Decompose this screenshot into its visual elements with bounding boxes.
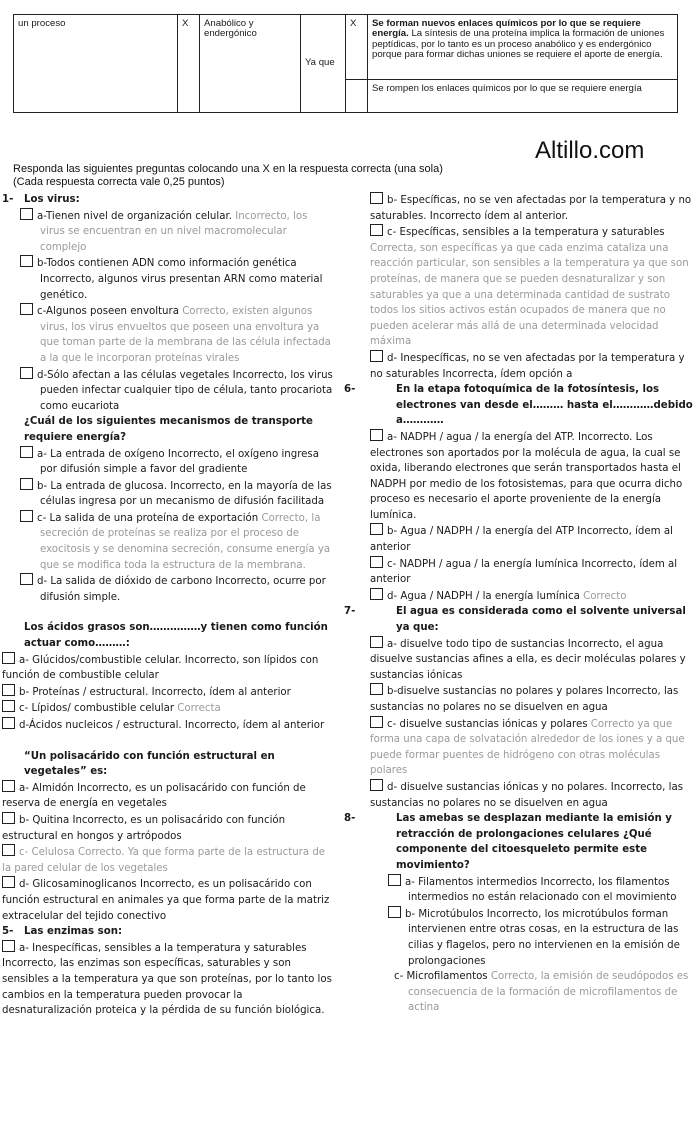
table-cell: Anabólico y endergónico [200, 15, 301, 113]
checkbox[interactable] [370, 779, 383, 791]
question-6: 6- En la etapa fotoquímica de la fotosíntesis, los electrones van desde el……… hasta el…………debido a………… [344, 384, 693, 427]
checkbox[interactable] [20, 573, 33, 585]
option-7c[interactable]: c- disuelve sustancias iónicas y polares Correcto ya que forma una capa de solvatación alrededor de los iones y a que puede formar puentes de hidrógeno con otras moléculas polares [370, 716, 695, 779]
question-2: ¿Cuál de los siguientes mecanismos de transporte requiere energía? [24, 416, 313, 443]
option-5d[interactable]: d- Inespecíficas, no se ven afectadas por la temperatura y no saturables Incorrecta, ídem opción a [370, 350, 695, 382]
option-6b[interactable]: b- Agua / NADPH / la energía del ATP Incorrecto, ídem al anterior [370, 523, 695, 555]
option-7a[interactable]: a- disuelve todo tipo de sustancias Incorrecto, el agua disuelve sustancias afines a ella, es decir moléculas polares y sustancias iónicas [370, 636, 695, 684]
table-cell: X [346, 15, 368, 80]
checkbox[interactable] [2, 812, 15, 824]
option-6a[interactable]: a- NADPH / agua / la energía del ATP. Incorrecto. Los electrones son aportados por la molécula de agua, la cual se oxida, liberando electrones que serán transportados hasta el NADPH por medio de los fotosistemas, para que ocurra dicho proceso es necesario el aporte proveniente de la energía lumínica. [370, 429, 695, 524]
checkbox[interactable] [20, 208, 33, 220]
checkbox[interactable] [388, 874, 401, 886]
option-1d[interactable]: d-Sólo afectan a las células vegetales Incorrecto, los virus pueden infectar cualquier tipo de célula, tanto procariota como eucariota [2, 367, 334, 415]
left-column [2, 192, 334, 1019]
option-5b[interactable]: b- Específicas, no se ven afectadas por la temperatura y no saturables. Incorrecto ídem al anterior. [370, 192, 695, 224]
question-3: Los ácidos grasos son……………y tienen como función actuar como………: [24, 622, 328, 650]
option-2d[interactable]: d- La salida de dióxido de carbono Incorrecto, ocurre por difusión simple. [2, 573, 334, 605]
question-5: 5- Las enzimas son: [2, 926, 123, 938]
checkbox[interactable] [370, 716, 383, 728]
checkbox[interactable] [2, 940, 15, 952]
option-2c[interactable]: c- La salida de una proteína de exportación Correcto, la secreción de proteínas se realiza por el proceso de exocitosis y se denomina secreción, consume energía ya que se modifica toda la estructura de la membrana. [2, 510, 334, 573]
checkbox[interactable] [2, 876, 15, 888]
checkbox[interactable] [370, 588, 383, 600]
checkbox[interactable] [370, 224, 383, 236]
option-4a[interactable]: a- Almidón Incorrecto, es un polisacárido con función de reserva de energía en vegetales [2, 780, 334, 812]
option-1b[interactable]: b-Todos contienen ADN como información genética Incorrecto, algunos virus presentan ARN como material genético. [2, 255, 334, 303]
checkbox[interactable] [20, 510, 33, 522]
option-3d[interactable]: d-Ácidos nucleicos / estructural. Incorrecto, ídem al anterior [2, 717, 334, 734]
cell-text: La síntesis de una proteína implica la formación de uniones peptídicas, por lo tanto es un proceso anabólico y es endergónico porque para formar dichas uniones se requiere el aporte de energía. [372, 28, 665, 61]
option-8c[interactable]: c- Microfilamentos Correcto, la emisión de seudópodos es consecuencia de la formación de microfilamentos de actina [394, 971, 689, 1014]
table-cell [346, 80, 368, 113]
checkbox[interactable] [20, 367, 33, 379]
checkbox[interactable] [20, 478, 33, 490]
checkbox[interactable] [2, 780, 15, 792]
option-4b[interactable]: b- Quitina Incorrecto, es un polisacárido con función estructural en hongos y artrópodos [2, 812, 334, 844]
option-4d[interactable]: d- Glicosaminoglicanos Incorrecto, es un polisacárido con función estructural en animales ya que forma parte de la matriz extracelular del tejido conectivo [2, 876, 334, 924]
checkbox[interactable] [370, 192, 383, 204]
checkbox[interactable] [388, 906, 401, 918]
option-6d[interactable]: d- Agua / NADPH / la energía lumínica Correcto [370, 588, 695, 605]
question-1: 1- Los virus: [2, 194, 80, 205]
question-8: 8- Las amebas se desplazan mediante la emisión y retracción de prolongaciones celulares ¿Qué componente del citoesqueleto permite este movimiento? [344, 813, 672, 871]
option-7b[interactable]: b-disuelve sustancias no polares y polares Incorrecto, las sustancias no polares no se disuelven en agua [370, 683, 695, 715]
checkbox[interactable] [2, 700, 15, 712]
checkbox[interactable] [2, 652, 15, 664]
checkbox[interactable] [370, 350, 383, 362]
checkbox[interactable] [370, 556, 383, 568]
checkbox[interactable] [20, 446, 33, 458]
option-7d[interactable]: d- disuelve sustancias iónicas y no polares. Incorrecto, las sustancias no polares no se disuelven en agua [370, 779, 695, 811]
option-8a[interactable]: a- Filamentos intermedios Incorrecto, los filamentos intermedios no están relacionado con el movimiento [370, 874, 695, 906]
checkbox[interactable] [2, 844, 15, 856]
checkbox[interactable] [370, 429, 383, 441]
table-cell: Ya que [301, 15, 346, 113]
checkbox[interactable] [370, 636, 383, 648]
checkbox[interactable] [2, 717, 15, 729]
option-1a[interactable]: a-Tienen nivel de organización celular. Incorrecto, los virus se encuentran en un nivel macromolecular complejo [2, 208, 334, 256]
option-2b[interactable]: b- La entrada de glucosa. Incorrecto, en la mayoría de las células ingresa por un mecanismo de difusión facilitada [2, 478, 334, 510]
cell-text: Se forman nuevos enlaces químicos por lo que se requiere energía. [372, 18, 641, 40]
table-cell: Se rompen los enlaces químicos por lo que se requiere energía [368, 80, 678, 113]
table-cell: X [178, 15, 200, 113]
instructions [13, 163, 443, 188]
answer-table [13, 14, 678, 113]
checkbox[interactable] [370, 683, 383, 695]
checkbox[interactable] [2, 684, 15, 696]
option-3b[interactable]: b- Proteínas / estructural. Incorrecto, ídem al anterior [2, 684, 334, 701]
option-3c[interactable]: c- Lípidos/ combustible celular Correcta [2, 700, 334, 717]
option-4c[interactable]: c- Celulosa Correcto. Ya que forma parte de la estructura de la pared celular de los vegetales [2, 844, 334, 876]
site-logo: Altillo.com [535, 137, 645, 164]
instructions-line: Responda las siguientes preguntas colocando una X en la respuesta correcta (una sola) [13, 163, 443, 175]
question-7: 7- El agua es considerada como el solvente universal ya que: [344, 606, 686, 634]
option-3a[interactable]: a- Glúcidos/combustible celular. Incorrecto, son lípidos con función de combustible celular [2, 652, 334, 684]
checkbox[interactable] [20, 255, 33, 267]
checkbox[interactable] [20, 303, 33, 315]
instructions-line: (Cada respuesta correcta vale 0,25 puntos) [13, 175, 225, 188]
option-6c[interactable]: c- NADPH / agua / la energía lumínica Incorrecto, ídem al anterior [370, 556, 695, 588]
checkbox[interactable] [370, 523, 383, 535]
question-4: “Un polisacárido con función estructural en vegetales” es: [24, 750, 275, 778]
option-1c[interactable]: c-Algunos poseen envoltura Correcto, existen algunos virus, los virus envueltos que poseen una envoltura ya que toman parte de la membrana de las célula infectada a la que le incorporan proteínas virales [2, 303, 334, 366]
option-5a[interactable]: a- Inespecíficas, sensibles a la temperatura y saturables Incorrecto, las enzimas son específicas, saturables y son sensibles a la temperatura ya que son proteínas, por lo tanto los cambios en la temperatura pueden provocar la desnaturalización proteica y la pérdida de su función biológica. [2, 940, 334, 1019]
right-column [344, 192, 695, 1016]
table-cell: un proceso [14, 15, 178, 113]
table-cell [368, 15, 678, 80]
option-5c[interactable]: c- Específicas, sensibles a la temperatura y saturables Correcta, son específicas ya que cada enzima cataliza una reacción particular, son sensibles a la temperatura ya que son proteínas, de manera que se pueden desnaturalizar y son saturables ya que a una determinada cantidad de sustrato todos los sitios activos están ocupados de manera que no pueden acelerar más allá de una determinada velocidad máxima [370, 224, 695, 350]
option-2a[interactable]: a- La entrada de oxígeno Incorrecto, el oxígeno ingresa por difusión simple a favor del gradiente [2, 446, 334, 478]
option-8b[interactable]: b- Microtúbulos Incorrecto, los microtúbulos forman intervienen entre otras cosas, en la estructura de las cilias y flagelos, pero no intervienen en la emisión de prolongaciones [370, 906, 695, 969]
